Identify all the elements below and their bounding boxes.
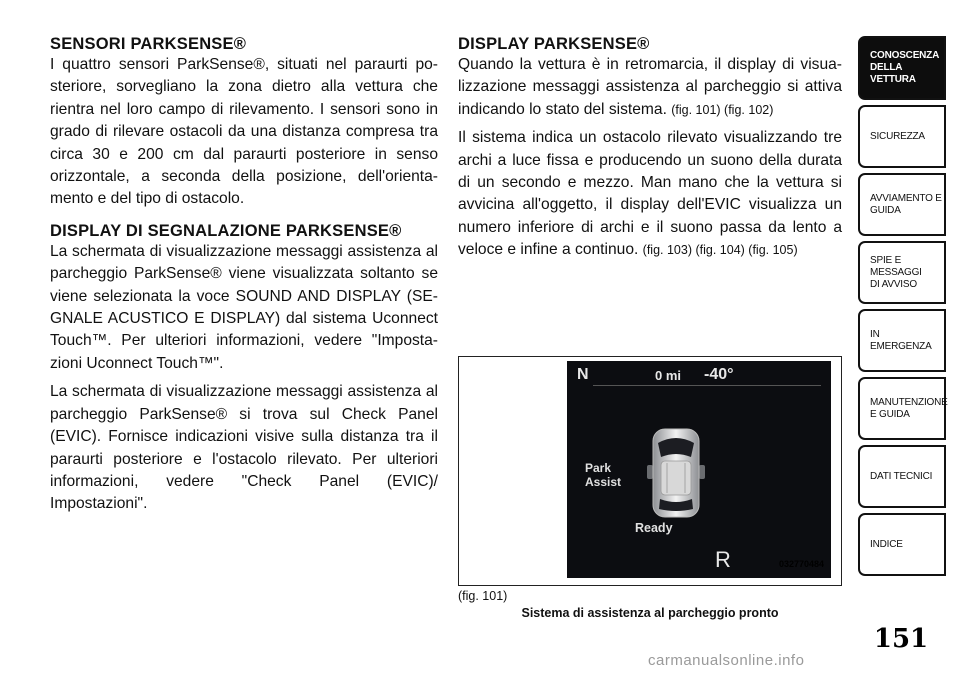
section-heading-display-segnalazione: DISPLAY DI SEGNALAZIONE PARKSENSE® <box>50 221 402 240</box>
tab-label: CONOSCENZA <box>870 50 940 61</box>
assist-label-line: Assist <box>585 475 622 489</box>
tab-manutenzione[interactable] <box>858 377 946 440</box>
paragraph-text: Il sistema indica un ostacolo rilevato visualizzando tre archi a luce fissa e producendo un suono della durata di un secondo e mezzo. Man mano che la vettura si avvicina all'oggetto, il display dell'EVIC visualizza un numero inferiore di archi e il suono passa da lento a veloce e infine a continuo. <box>458 129 842 259</box>
watermark: carmanualsonline.info <box>648 652 805 669</box>
page-number: 151 <box>873 624 929 654</box>
divider <box>593 385 821 386</box>
tab-spie-e-messaggi[interactable] <box>858 241 946 304</box>
gear-indicator-reverse: R <box>715 547 731 572</box>
section-heading-display-parksense: DISPLAY PARKSENSE® <box>458 35 650 53</box>
tab-indice[interactable] <box>858 513 946 576</box>
tab-label: INDICE <box>870 538 903 550</box>
evic-display <box>567 361 831 578</box>
odometer-readout: 0 mi <box>655 368 682 383</box>
tab-label: DELLA VETTURA <box>870 62 916 85</box>
display-segnalazione-paragraph-1: La schermata di visualizzazione messaggi assistenza al parcheggio ParkSense® viene visualizzata soltanto se viene selezionata la voce SOUND AND DISPLAY (SE- GNALE ACUSTICO E DISPLAY) dal sistema Uconnect Touch™. Per ulteriori informazioni, vedere "Imposta- zioni Uconnect Touch™". <box>50 242 438 372</box>
sensori-paragraph: I quattro sensori ParkSense®, situati nel paraurti po- steriore, sorvegliano la zona dietro alla vettura che rientra nel loro campo di rilevamento. I sensori sono in grado di rilevare ostacoli da una distanza compresa tra circa 30 e 200 cm dal paraurti posteriore in senso orizzontale, a seconda della posizione, dell'orienta- mento e del tipo di ostacolo. <box>50 56 438 208</box>
tab-label: GUIDA <box>870 204 901 216</box>
chapter-sidebar <box>858 36 948 581</box>
figure-number: (fig. 101) <box>458 589 508 603</box>
tab-sicurezza[interactable] <box>858 105 946 168</box>
park-label-line: Park <box>585 461 612 475</box>
right-column <box>458 34 842 268</box>
tab-label: MANUTENZIONE <box>870 396 948 408</box>
tab-avviamento-e-guida[interactable] <box>858 173 946 236</box>
display-segnalazione-paragraph-2: La schermata di visualizzazione messaggi assistenza al parcheggio ParkSense® si trova sul Check Panel (EVIC). Fornisce indicazioni visive sulla distanza tra il paraurti posteriore e l'ostacolo rilevato. Per ulteriori informazioni, vedere "Check Panel (EVIC)/ Impostazioni". <box>50 383 438 513</box>
tab-label: EMERGENZA <box>870 340 932 352</box>
tab-label: SPIE E <box>870 254 902 266</box>
display-parksense-paragraph-2 <box>458 127 842 261</box>
figure-reference: (fig. 103) (fig. 104) (fig. 105) <box>642 243 798 258</box>
tab-label: IN <box>870 328 880 340</box>
park-assist-label <box>585 461 621 489</box>
figure-frame <box>458 356 842 586</box>
ready-status: Ready <box>635 521 673 535</box>
tab-label: AVVIAMENTO E <box>870 192 942 204</box>
gear-indicator-top: N <box>577 366 589 383</box>
tab-conoscenza-della-vettura[interactable] <box>858 36 946 100</box>
figure-reference: (fig. 101) (fig. 102) <box>671 102 774 117</box>
image-code: 032770484 <box>779 559 825 569</box>
figure-caption: Sistema di assistenza al parcheggio pronto <box>521 606 779 620</box>
display-top-bar <box>567 361 831 391</box>
tab-label: E GUIDA <box>870 408 910 420</box>
display-parksense-paragraph-1 <box>458 54 842 121</box>
tab-label: MESSAGGI <box>870 266 922 278</box>
paragraph-text: Quando la vettura è in retromarcia, il display di visua- lizzazione messaggi assistenza al parcheggio si attiva indicando lo stato del sistema. <box>458 56 842 118</box>
car-top-view-icon <box>643 425 709 521</box>
section-heading-sensori: SENSORI PARKSENSE® <box>50 35 247 53</box>
tab-dati-tecnici[interactable] <box>858 445 946 508</box>
tab-in-emergenza[interactable] <box>858 309 946 372</box>
tab-label: DI AVVISO <box>870 278 917 290</box>
temperature-readout: -40° <box>704 366 734 383</box>
tab-label: SICUREZZA <box>870 130 925 142</box>
left-column <box>50 34 438 522</box>
tab-label: DATI TECNICI <box>870 470 933 482</box>
